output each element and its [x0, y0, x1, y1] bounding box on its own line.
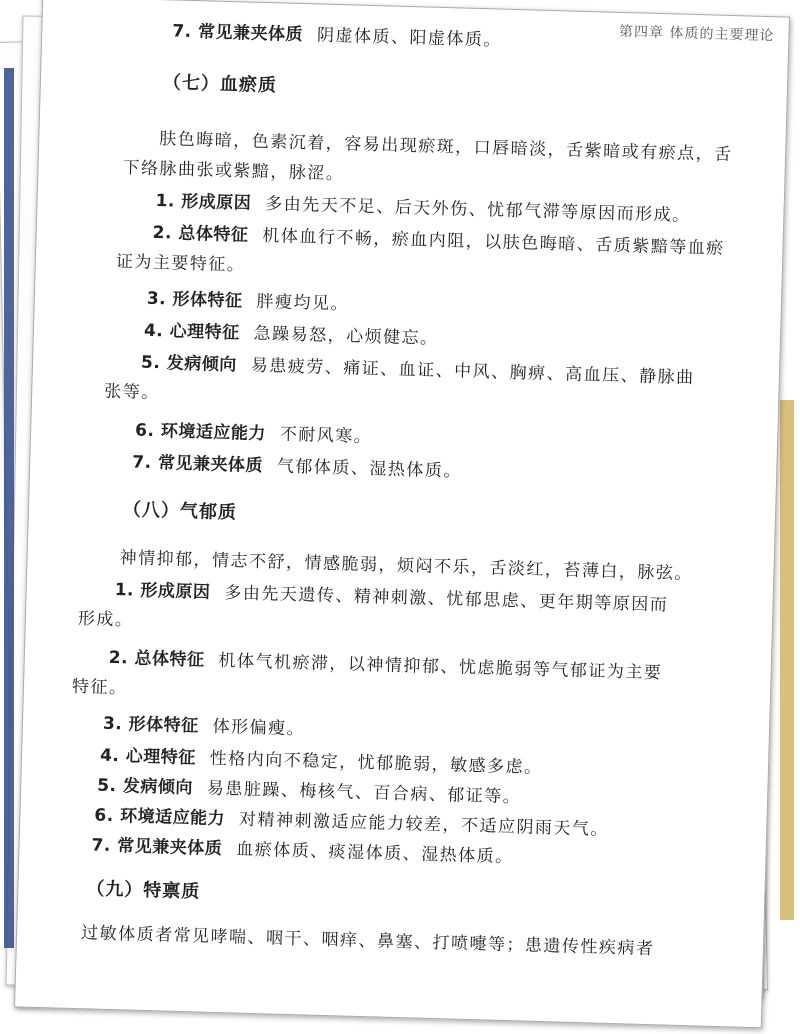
item-label: 7. 常见兼夹体质	[131, 452, 264, 477]
item-label: 5. 发病倾向	[96, 775, 194, 799]
item-label: 6. 环境适应能力	[94, 805, 226, 830]
item-label: 1. 形成原因	[155, 191, 252, 214]
list-item	[147, 284, 350, 315]
list-item	[103, 709, 306, 740]
item-text: 气郁体质、湿热体质。	[276, 456, 463, 482]
paragraph-line: 神情抑郁，情志不舒，情感脆弱，烦闷不乐，舌淡红，苔薄白，脉弦。	[119, 548, 694, 585]
item-text: 机体血行不畅，瘀血内阻，以肤色晦暗、舌质紫黯等血瘀	[262, 225, 725, 259]
item-label: 3. 形体特征	[102, 713, 199, 737]
item-text: 易患疲劳、痛证、血证、中风、胸痹、高血压、静脉曲	[250, 355, 695, 389]
item-text: 多由先天不足、后天外伤、忧郁气滞等原因而形成。	[264, 194, 691, 226]
item-label: 2. 总体特征	[152, 222, 249, 246]
item-label: 7. 常见兼夹体质	[91, 835, 223, 860]
paragraph-line: 肤色晦暗，色素沉着，容易出现瘀斑，口唇暗淡，舌紫暗或有瘀点，舌	[159, 129, 733, 166]
section-heading-qi-stagnation: （八）气郁质	[122, 499, 238, 524]
running-head: 第四章 体质的主要理论	[618, 23, 775, 45]
item-label: 6. 环境适应能力	[134, 420, 267, 445]
item-text: 急躁易怒，心烦健忘。	[253, 323, 439, 349]
item-text: 血瘀体质、痰湿体质、湿热体质。	[235, 839, 514, 868]
list-item	[144, 316, 439, 349]
item-text: 阴虚体质、阳虚体质。	[316, 25, 503, 51]
paragraph-line: 下络脉曲张或紫黯，脉涩。	[122, 158, 345, 185]
item-label: 3. 形体特征	[146, 288, 243, 312]
paragraph-line: 特征。	[71, 676, 128, 699]
paragraph-line: 过敏体质者常见哮喘、咽干、咽痒、鼻塞、打喷嚏等；患遗传性疾病者	[80, 923, 655, 960]
document-page	[14, 0, 790, 1028]
item-label: 2. 总体特征	[108, 647, 205, 671]
list-item	[132, 447, 462, 481]
item-text: 易患脏躁、梅核气、百合病、郁证等。	[206, 778, 522, 808]
item-text: 机体气机瘀滞，以神情抑郁、忧虑脆弱等气郁证为主要	[218, 650, 663, 684]
paragraph-line: 张等。	[103, 381, 161, 404]
list-item	[141, 348, 695, 388]
item-text: 体形偏瘦。	[212, 716, 306, 740]
book-cover-edge	[4, 68, 14, 948]
item-label: 1. 形成原因	[114, 580, 211, 603]
item-text: 性格内向不稳定，忧郁脆弱，敏感多虑。	[209, 748, 543, 779]
item-label: 4. 心理特征	[99, 745, 197, 769]
list-item	[91, 830, 514, 867]
list-item	[135, 416, 373, 448]
book-cover-edge-right	[780, 400, 794, 920]
paragraph-line: 形成。	[77, 608, 134, 631]
item-label: 5. 发病倾向	[140, 352, 238, 376]
paragraph-line: 证为主要特征。	[115, 251, 246, 276]
item-text: 对精神刺激适应能力较差，不适应阴雨天气。	[238, 809, 610, 840]
section-heading-blood-stasis: （七）血瘀质	[162, 72, 278, 97]
item-text: 不耐风寒。	[279, 424, 373, 448]
section-heading-special-constitution: （九）特禀质	[86, 878, 201, 903]
item-text: 多由先天遗传、精神刺激、忧郁思虑、更年期等原因而	[224, 583, 669, 616]
prev-item-7	[172, 16, 502, 50]
list-item	[109, 643, 663, 683]
item-text: 胖瘦均见。	[256, 291, 350, 315]
item-label: 4. 心理特征	[143, 320, 240, 344]
item-label: 7. 常见兼夹体质	[172, 21, 304, 46]
